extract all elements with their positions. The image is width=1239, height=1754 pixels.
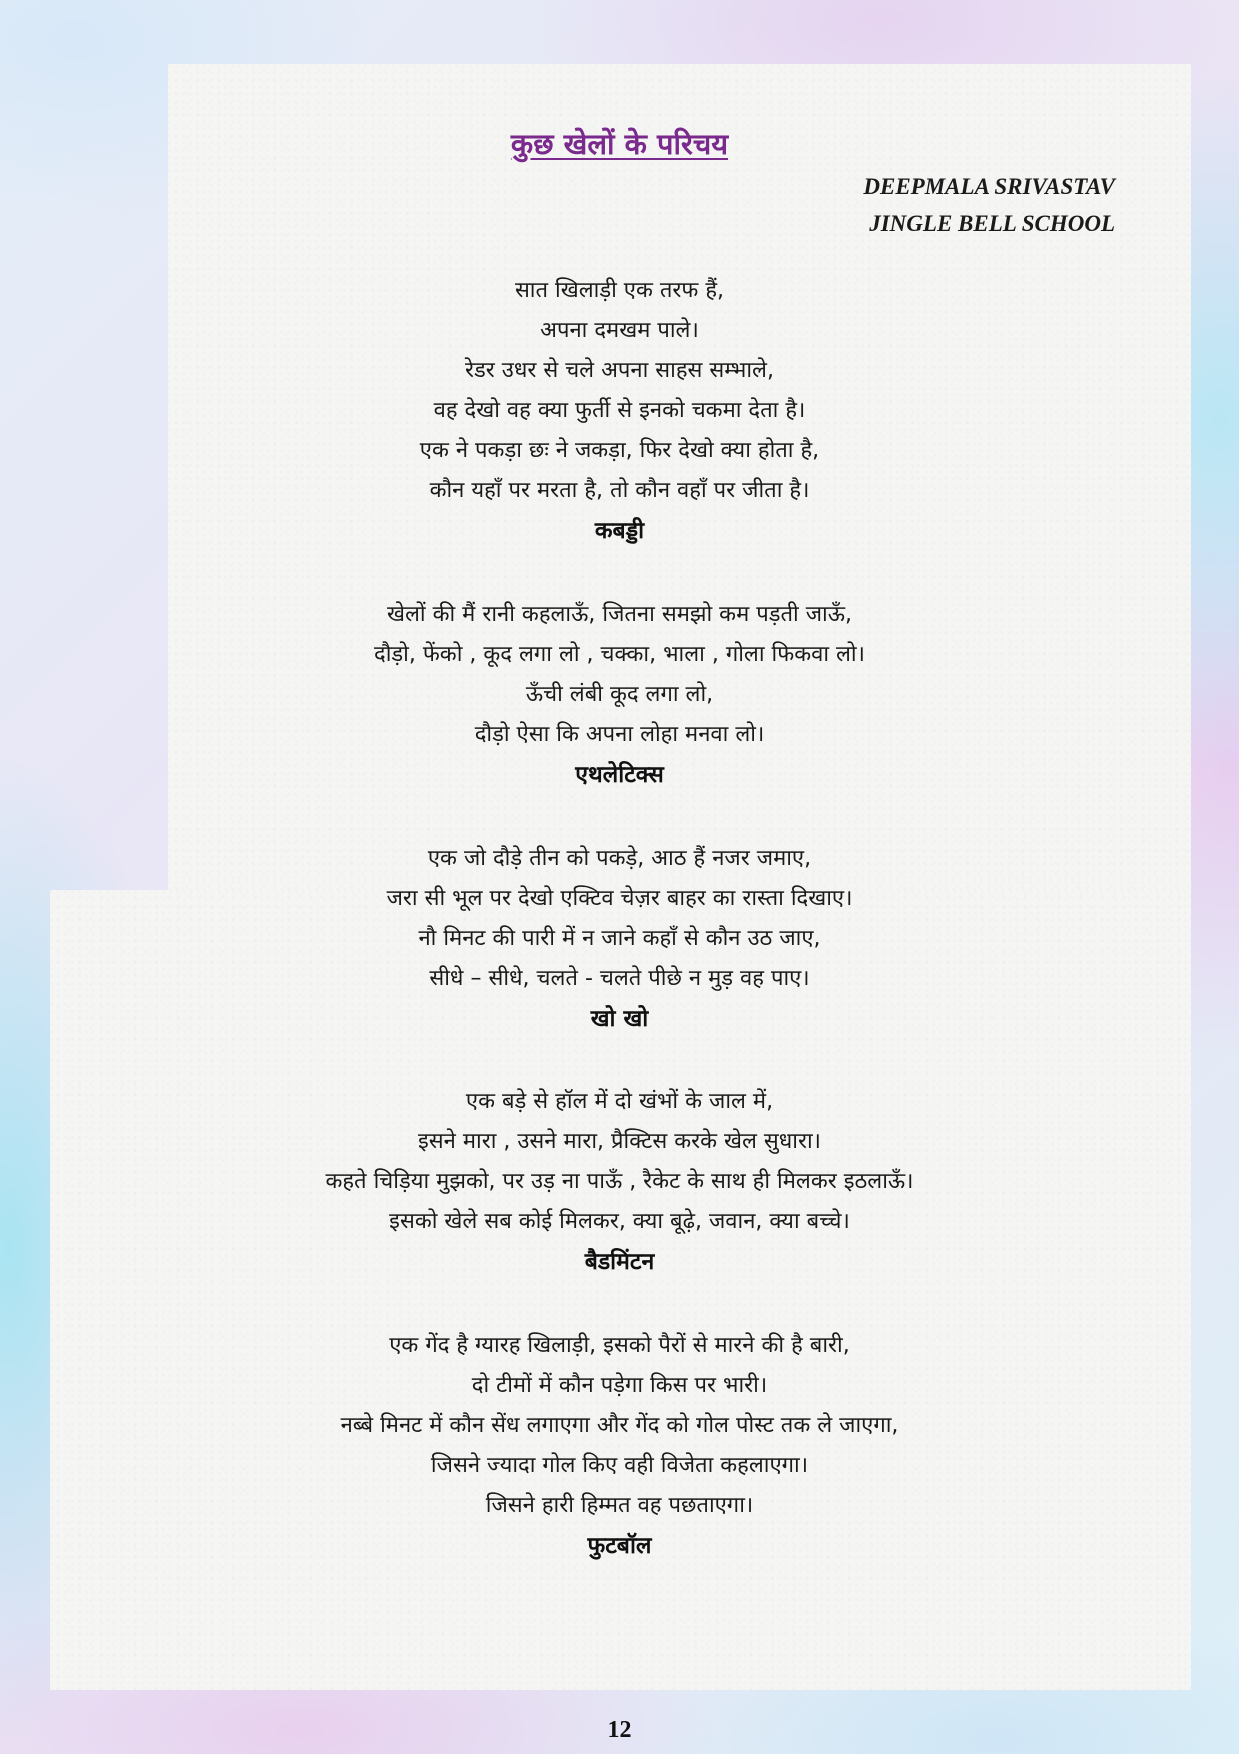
- riddle-kho-kho: [0, 839, 1239, 1039]
- riddle-line: अपना दमखम पाले।: [540, 318, 699, 343]
- riddle-line: नब्बे मिनट में कौन सेंध लगाएगा और गेंद को गोल पोस्ट तक ले जाएगा,: [340, 1413, 899, 1438]
- page-title: [0, 124, 1239, 164]
- author-school: JINGLE BELL SCHOOL: [869, 211, 1115, 236]
- riddle-line: दौड़ो, फेंको , कूद लगा लो , चक्का, भाला , गोला फिकवा लो।: [374, 642, 865, 667]
- riddle-line: एक गेंद है ग्यारह खिलाड़ी, इसको पैरों से मारने की है बारी,: [389, 1333, 850, 1358]
- riddle-line: कौन यहाँ पर मरता है, तो कौन वहाँ पर जीता है।: [429, 478, 810, 503]
- riddle-answer: कबड्डी: [594, 518, 645, 544]
- riddle-line: वह देखो वह क्या फुर्ती से इनको चकमा देता है।: [433, 398, 806, 423]
- riddle-football: [0, 1326, 1239, 1566]
- riddle-kabaddi: [0, 271, 1239, 551]
- riddle-line: जिसने हारी हिम्मत वह पछताएगा।: [485, 1493, 754, 1518]
- riddle-line: कहते चिड़िया मुझको, पर उड़ ना पाऊँ , रैकेट के साथ ही मिलकर इठलाऊँ।: [325, 1169, 914, 1194]
- riddle-line: सात खिलाड़ी एक तरफ हैं,: [514, 278, 725, 303]
- riddle-line: रेडर उधर से चले अपना साहस सम्भाले,: [465, 358, 774, 383]
- page-title-text: कुछ खेलों के परिचय: [510, 127, 729, 161]
- riddle-answer: खो खो: [590, 1006, 649, 1032]
- riddle-line: इसने मारा , उसने मारा, प्रैक्टिस करके खेल सुधारा।: [417, 1129, 822, 1154]
- page-number: 12: [607, 1717, 632, 1743]
- riddle-line: नौ मिनट की पारी में न जाने कहाँ से कौन उठ जाए,: [418, 926, 821, 951]
- riddle-answer: फुटबॉल: [587, 1533, 652, 1559]
- author-name: DEEPMALA SRIVASTAV: [863, 174, 1115, 199]
- riddle-answer: एथलेटिक्स: [575, 762, 664, 788]
- riddle-line: दो टीमों में कौन पड़ेगा किस पर भारी।: [471, 1373, 768, 1398]
- riddle-line: सीधे – सीधे, चलते - चलते पीछे न मुड़ वह पाए।: [429, 966, 810, 991]
- riddle-line: दौड़ो ऐसा कि अपना लोहा मनवा लो।: [474, 722, 765, 747]
- riddle-athletics: [0, 595, 1239, 795]
- riddle-badminton: [0, 1082, 1239, 1282]
- riddle-line: एक ने पकड़ा छः ने जकड़ा, फिर देखो क्या होता है,: [419, 438, 820, 463]
- riddle-line: जरा सी भूल पर देखो एक्टिव चेज़र बाहर का रास्ता दिखाए।: [386, 886, 853, 911]
- riddle-line: खेलों की मैं रानी कहलाऊँ, जितना समझो कम पड़ती जाऊँ,: [386, 602, 853, 627]
- riddle-line: एक जो दौड़े तीन को पकड़े, आठ हैं नजर जमाए,: [427, 846, 812, 871]
- riddle-line: जिसने ज्यादा गोल किए वही विजेता कहलाएगा।: [430, 1453, 809, 1478]
- riddle-line: इसको खेले सब कोई मिलकर, क्या बूढ़े, जवान, क्या बच्चे।: [389, 1209, 850, 1234]
- riddle-line: ऊँची लंबी कूद लगा लो,: [525, 682, 714, 707]
- author-block: [863, 168, 1115, 242]
- riddle-answer: बैडमिंटन: [584, 1249, 655, 1275]
- riddle-line: एक बड़े से हॉल में दो खंभों के जाल में,: [465, 1089, 774, 1114]
